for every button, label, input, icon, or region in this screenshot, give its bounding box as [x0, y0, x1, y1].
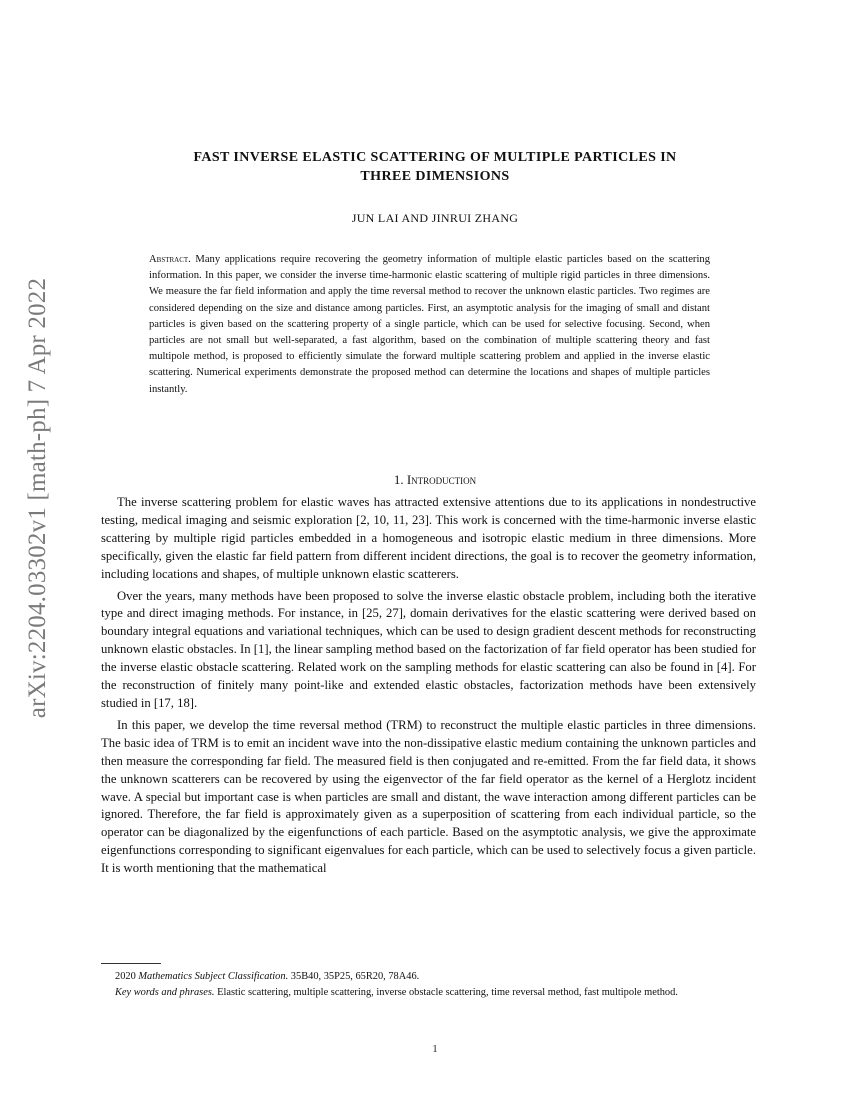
authors: JUN LAI AND JINRUI ZHANG — [351, 211, 519, 225]
footnote-keywords — [101, 985, 756, 1000]
arxiv-identifier-margin — [0, 0, 80, 1100]
paragraph-1: The inverse scattering problem for elastic waves has attracted extensive attentions due to its applications in nondestructive testing, medical imaging and seismic exploration [2, 10, 11, 23]. This work is concerned with the time-harmonic inverse elastic scattering by multiple rigid particles embedded in a homogeneous and isotropic elastic medium in three dimensions. More specifically, given the elastic far field pattern from different incident directions, the goal is to recover the geometry information, including locations and shapes, of multiple unknown elastic scatterers. — [101, 495, 756, 581]
title-line-1: FAST INVERSE ELASTIC SCATTERING OF MULTIPLE PARTICLES IN — [193, 150, 677, 165]
abstract-text: Many applications require recovering the geometry information of multiple elastic particles based on the scattering information. In this paper, we consider the inverse time-harmonic elastic scattering of multiple rigid particles in three dimensions. We measure the far field information and apply the time reversal method to recover the unknown elastic particles. Two regimes are considered depending on the size and distance among particles. First, an asymptotic analysis for the imaging of small and distant particles is given based on the scattering property of a single particle, which can be used for selective focusing. Second, when particles are not small but well-separated, a fast algorithm, based on the combination of multiple scattering theory and fast multipole method, is proposed to efficiently simulate the forward multiple scattering problem and applied in the inverse elastic scattering. Numerical experiments demonstrate the proposed method can determine the locations and shapes of multiple particles instantly. — [149, 254, 710, 395]
keywords-label: Key words and phrases. — [115, 987, 215, 998]
page-number: 1 — [432, 1044, 438, 1055]
paragraph-2: Over the years, many methods have been proposed to solve the inverse elastic obstacle problem, including both the iterative type and direct imaging methods. For instance, in [25, 27], domain derivatives for the elastic scattering were derived based on boundary integral equations and variational techniques, which can be used to design gradient descent methods for reconstructing unknown elastic obstacles. In [1], the linear sampling method based on the factorization of far field operator has been studied for the inverse elastic obstacle scattering. Related work on the sampling methods for elastic scattering can also be found in [4]. For the reconstruction of finitely many point-like and extended elastic obstacles, factorization methods have been extensively studied in [17, 18]. — [101, 588, 756, 710]
paragraph-3: In this paper, we develop the time reversal method (TRM) to reconstruct the multiple elastic particles in three dimensions. The basic idea of TRM is to emit an incident wave into the non-dissipative elastic medium containing the unknown particles and then measure the corresponding far field. The measured field is then conjugated and re-emitted. From the far field data, it shows the unknown scatterers can be recovered by using the eigenvector of the far field operator as the kernel of a Herglotz incident wave. A special but important case is when particles are small and distant, the wave interaction among different particles can be ignored. Therefore, the far field is approximately given as a superposition of scattering from each individual particle, so the operator can be diagonalized by the eigenfunctions of each particle. Based on the asymptotic analysis, we give the approximate eigenfunctions corresponding to significant eigenvalues for each particle, which can be used to selectively focus a given particle. It is worth mentioning that the mathematical — [101, 717, 756, 876]
title-line-2: THREE DIMENSIONS — [360, 169, 510, 184]
body-text — [101, 494, 756, 882]
section-title: Introduction — [406, 472, 477, 487]
footnote-rule — [101, 963, 161, 964]
msc-label: Mathematics Subject Classification. — [138, 971, 289, 982]
arxiv-identifier: arXiv:2204.03302v1 [math-ph] 7 Apr 2022 — [24, 277, 51, 719]
section-heading — [100, 472, 770, 488]
keywords-text: Elastic scattering, multiple scattering, inverse obstacle scattering, time reversal method, fast multipole method. — [217, 987, 678, 998]
footnotes — [101, 969, 756, 1001]
paper-title — [100, 148, 770, 186]
msc-codes: 35B40, 35P25, 65R20, 78A46. — [290, 971, 420, 982]
abstract — [149, 252, 710, 398]
section-number: 1. — [393, 472, 404, 487]
footnote-msc — [101, 969, 756, 984]
msc-year: 2020 — [115, 971, 136, 982]
abstract-label: Abstract. — [149, 254, 191, 265]
